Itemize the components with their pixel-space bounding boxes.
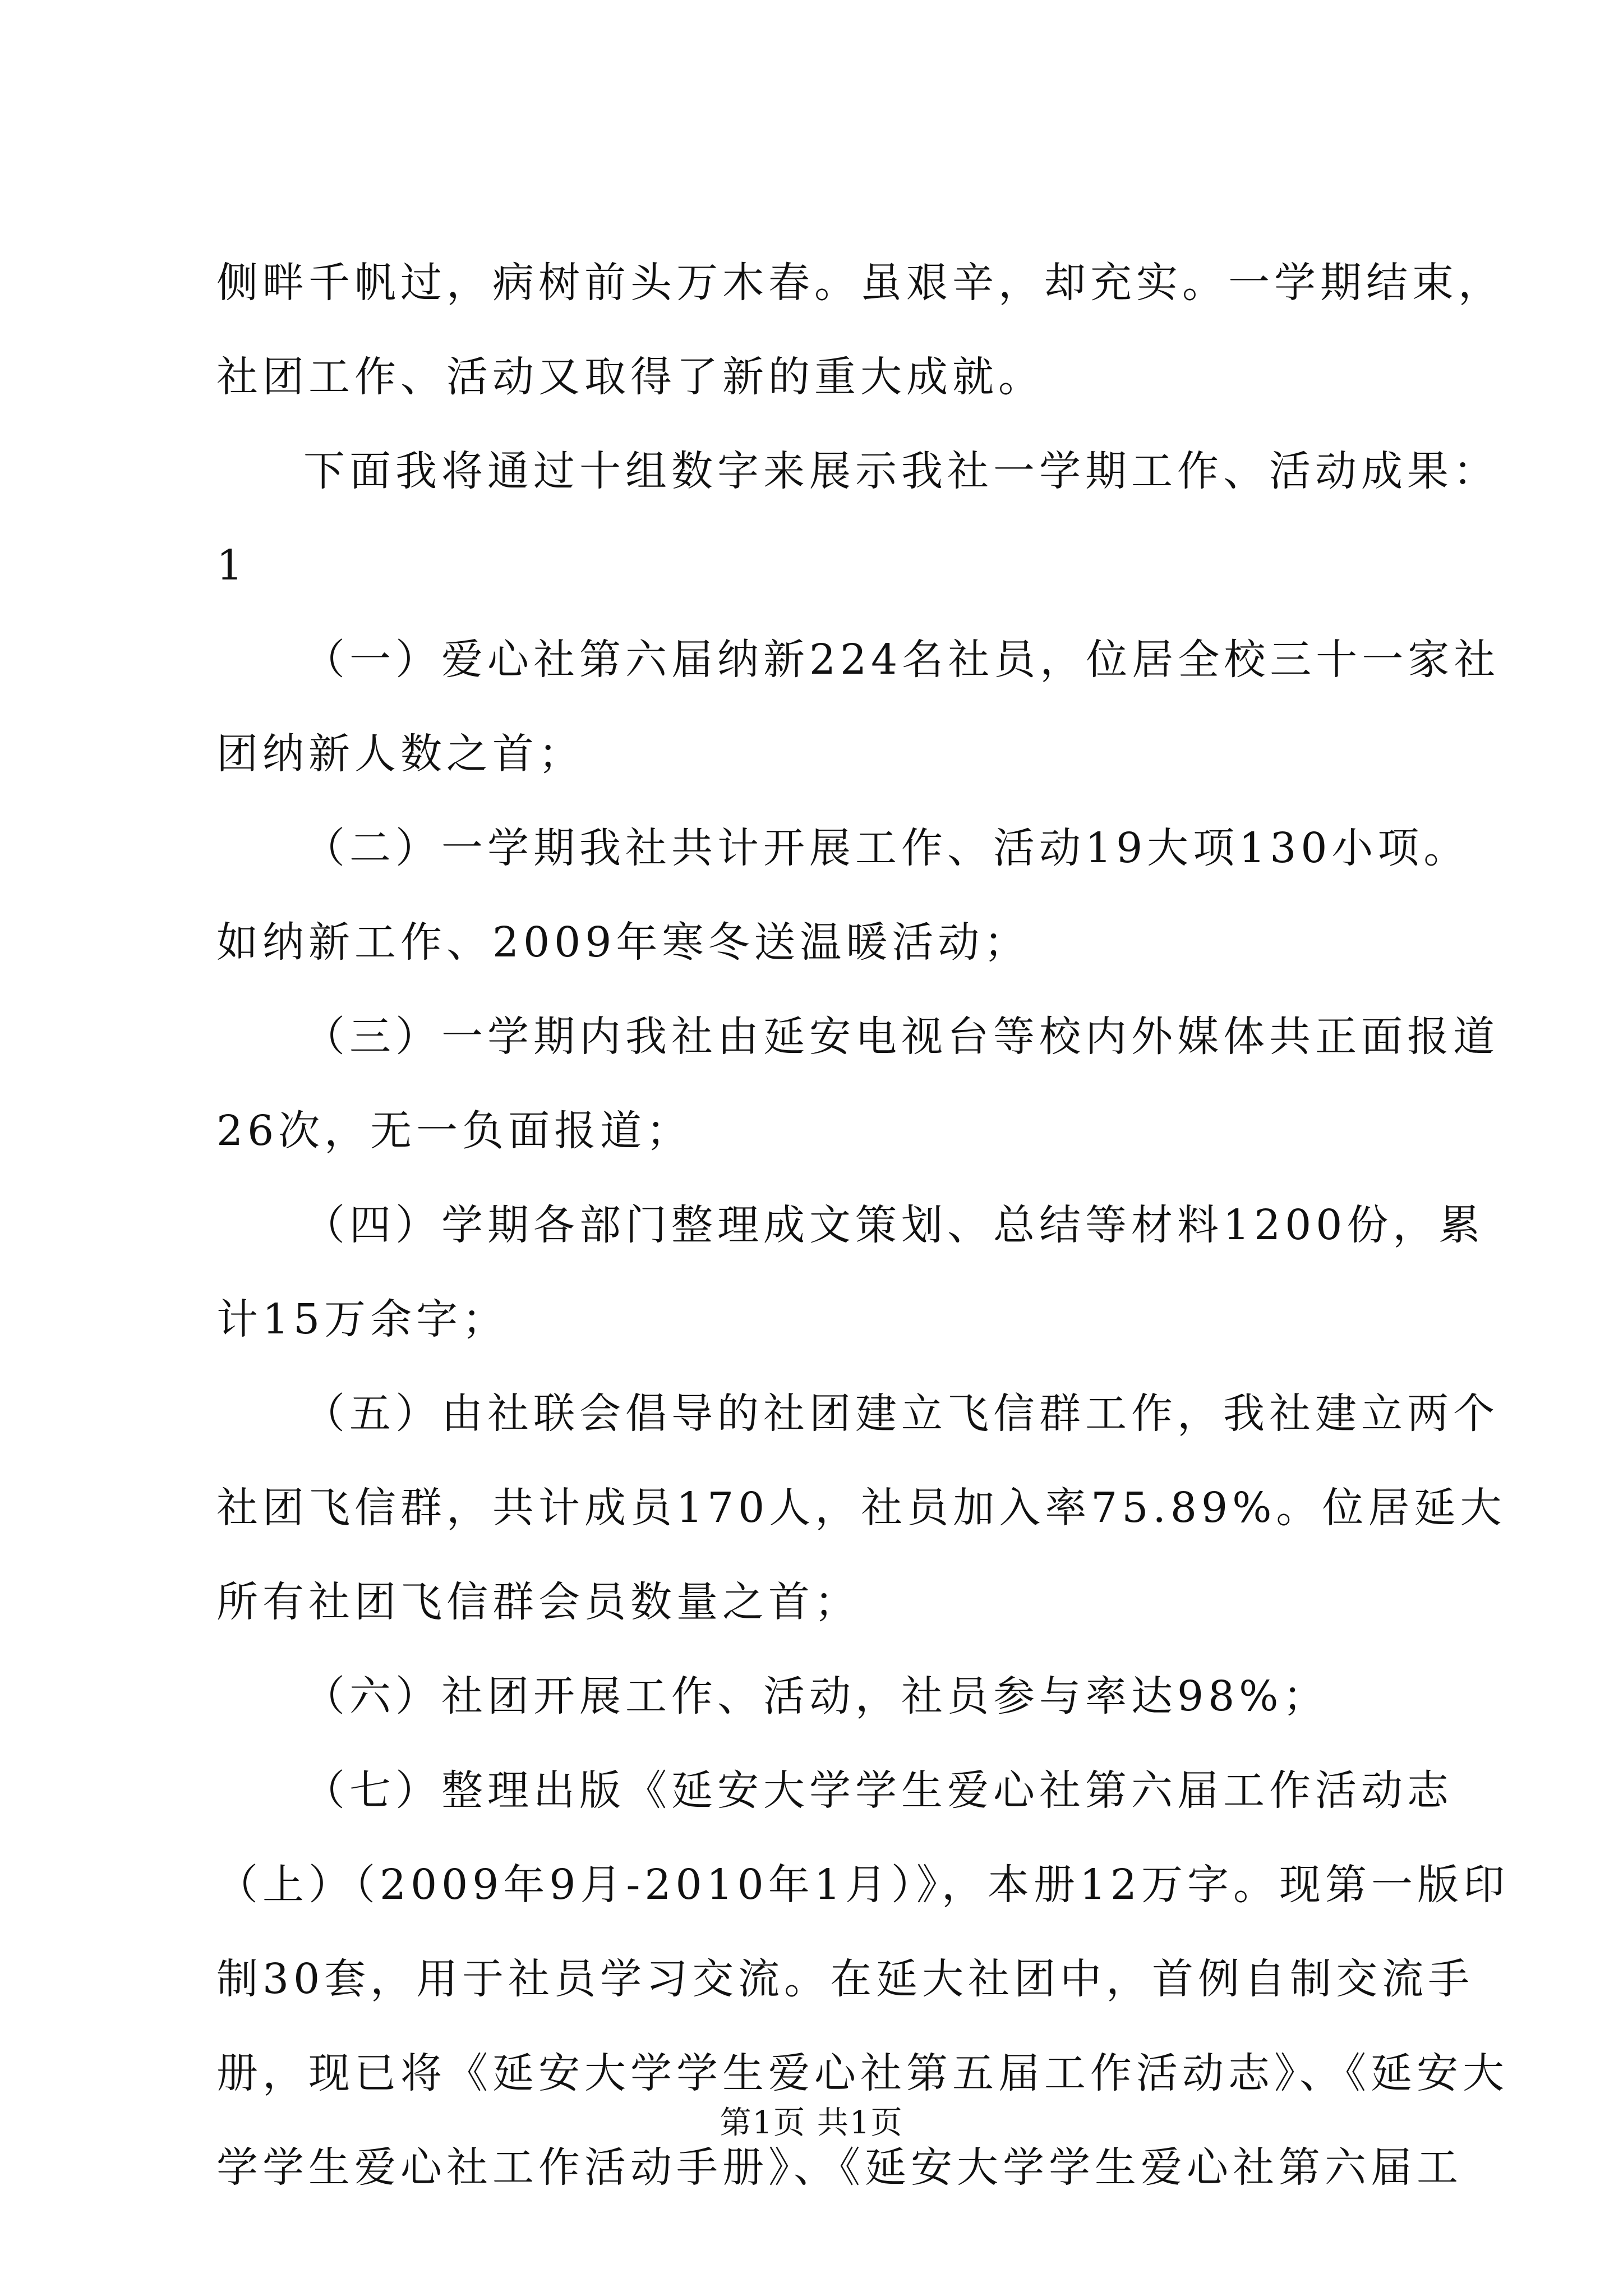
text-line: 制30套，用于社员学习交流。在延大社团中，首例自制交流手 — [216, 1955, 1474, 2003]
text-line: 社团飞信群，共计成员170人，社员加入率75.89%。位居延大 — [216, 1484, 1506, 1532]
text-line: （二）一学期我社共计开展工作、活动19大项130小项。 — [303, 824, 1470, 872]
text-line: （五）由社联会倡导的社团建立飞信群工作，我社建立两个 — [303, 1389, 1499, 1438]
text-line: （六）社团开展工作、活动，社员参与率达98%； — [303, 1672, 1329, 1720]
text-line: 团纳新人数之首； — [216, 730, 584, 778]
text-line: 学学生爱心社工作活动手册》、《延安大学学生爱心社第六届工 — [216, 2143, 1463, 2192]
text-line: 册，现已将《延安大学学生爱心社第五届工作活动志》、《延安大 — [216, 2049, 1509, 2097]
text-line: （一）爱心社第六届纳新224名社员，位居全校三十一家社 — [303, 636, 1500, 684]
page-footer: 第1页 共1页 — [720, 2105, 903, 2141]
text-line: 下面我将通过十组数字来展示我社一学期工作、活动成果： — [303, 447, 1499, 495]
text-line: 侧畔千帆过，病树前头万木春。虽艰辛，却充实。一学期结束， — [216, 259, 1504, 307]
text-line: 社团工作、活动又取得了新的重大成就。 — [216, 353, 1044, 401]
text-line: 26次，无一负面报道； — [216, 1107, 693, 1155]
text-line: 计15万余字； — [216, 1295, 509, 1343]
text-line: （四）学期各部门整理成文策划、总结等材料1200份，累 — [303, 1201, 1485, 1249]
text-line: （七）整理出版《延安大学学生爱心社第六届工作活动志 — [303, 1766, 1453, 1815]
text-line: （三）一学期内我社由延安电视台等校内外媒体共正面报道 — [303, 1013, 1499, 1061]
text-line: 如纳新工作、2009年寒冬送温暖活动； — [216, 918, 1030, 967]
text-line: 所有社团飞信群会员数量之首； — [216, 1578, 860, 1626]
text-line: （上）（2009年9月-2010年1月）》，本册12万字。现第一版印 — [216, 1861, 1509, 1909]
text-line: 1 — [216, 541, 248, 590]
document-body — [216, 236, 1509, 2215]
